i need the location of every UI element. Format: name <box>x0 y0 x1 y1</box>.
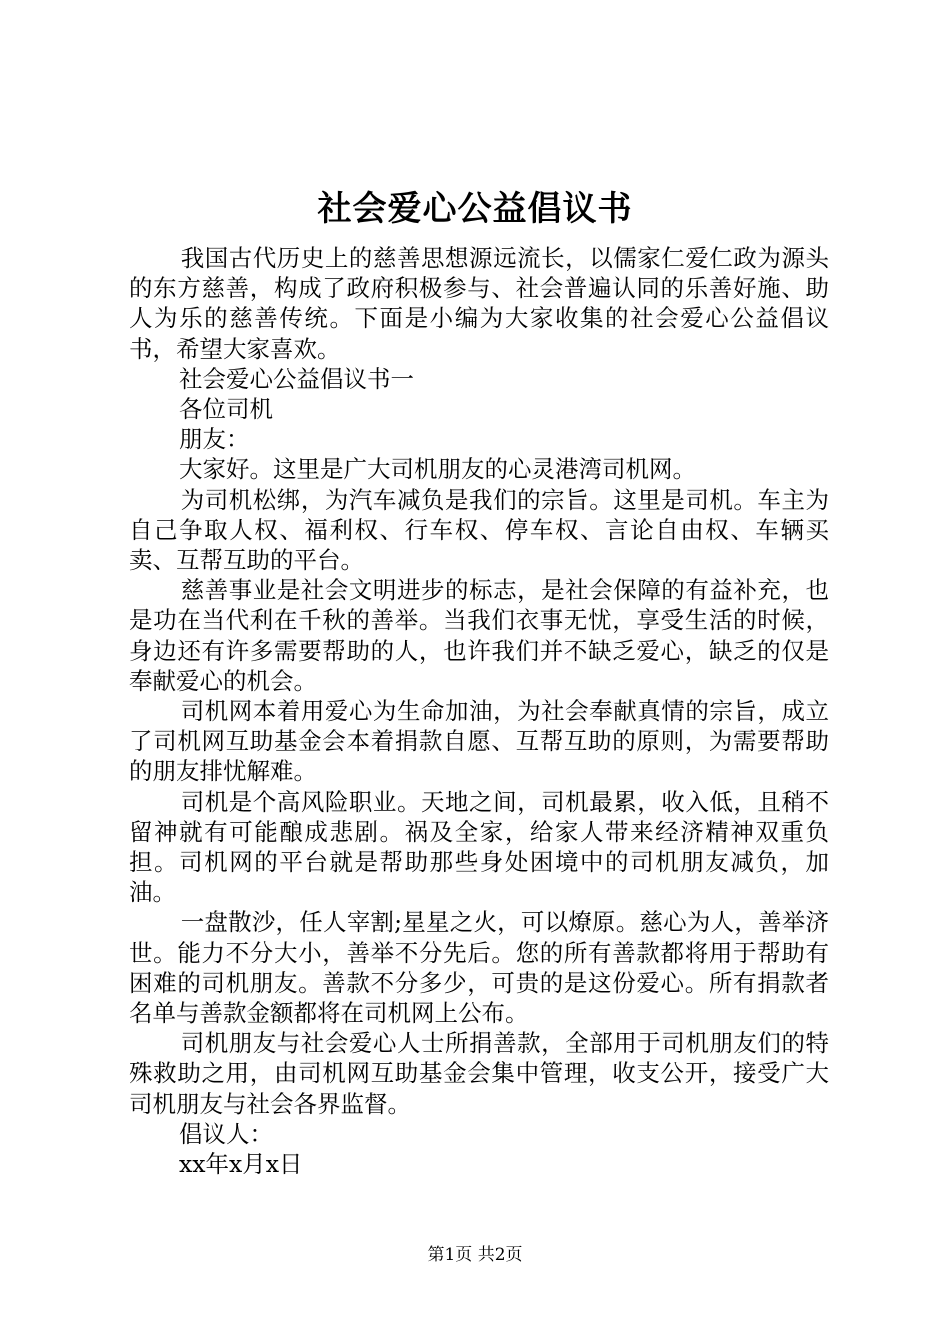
paragraph-body: 一盘散沙，任人宰割;星星之火，可以燎原。慈心为人，善举济世。能力不分大小，善举不分先后。您的所有善款都将用于帮助有困难的司机朋友。善款不分多少，可贵的是这份爱心。所有捐款者名单与善款金额都将在司机网上公布。 <box>129 908 829 1028</box>
page-footer: 第1页 共2页 <box>427 1245 523 1265</box>
paragraph-body: 司机朋友与社会爱心人士所捐善款，全部用于司机朋友们的特殊救助之用，由司机网互助基金会集中管理，收支公开，接受广大司机朋友与社会各界监督。 <box>129 1029 829 1118</box>
paragraph-greeting: 大家好。这里是广大司机朋友的心灵港湾司机网。 <box>179 455 696 484</box>
paragraph-subtitle: 社会爱心公益倡议书一 <box>179 364 414 393</box>
document-title: 社会爱心公益倡议书 <box>317 189 633 229</box>
paragraph-signatory: 倡议人： <box>179 1119 273 1148</box>
paragraph-body: 司机网本着用爱心为生命加油，为社会奉献真情的宗旨，成立了司机网互助基金会本着捐款自愿、互帮互助的原则，为需要帮助的朋友排忧解难。 <box>129 697 829 786</box>
paragraph-body: 慈善事业是社会文明进步的标志，是社会保障的有益补充，也是功在当代利在千秋的善举。当我们衣事无忧，享受生活的时候，身边还有许多需要帮助的人，也许我们并不缺乏爱心，缺乏的仅是奉献爱心的机会。 <box>129 576 829 695</box>
paragraph-salutation: 各位司机 <box>179 395 273 424</box>
paragraph-date: xx年x月x日 <box>179 1150 303 1179</box>
paragraph-salutation-cont: 朋友： <box>179 425 250 454</box>
paragraph-body: 司机是个高风险职业。天地之间，司机最累，收入低，且稍不留神就有可能酿成悲剧。祸及全家，给家人带来经济精神双重负担。司机网的平台就是帮助那些身处困境中的司机朋友减负，加油。 <box>129 787 829 907</box>
paragraph-body: 为司机松绑，为汽车减负是我们的宗旨。这里是司机。车主为自己争取人权、福利权、行车权、停车权、言论自由权、车辆买卖、互帮互助的平台。 <box>129 485 829 575</box>
paragraph-intro: 我国古代历史上的慈善思想源远流长，以儒家仁爱仁政为源头的东方慈善，构成了政府积极参与、社会普遍认同的乐善好施、助人为乐的慈善传统。下面是小编为大家收集的社会爱心公益倡议书，希望大家喜欢。 <box>129 244 829 363</box>
document-body <box>129 243 829 1179</box>
